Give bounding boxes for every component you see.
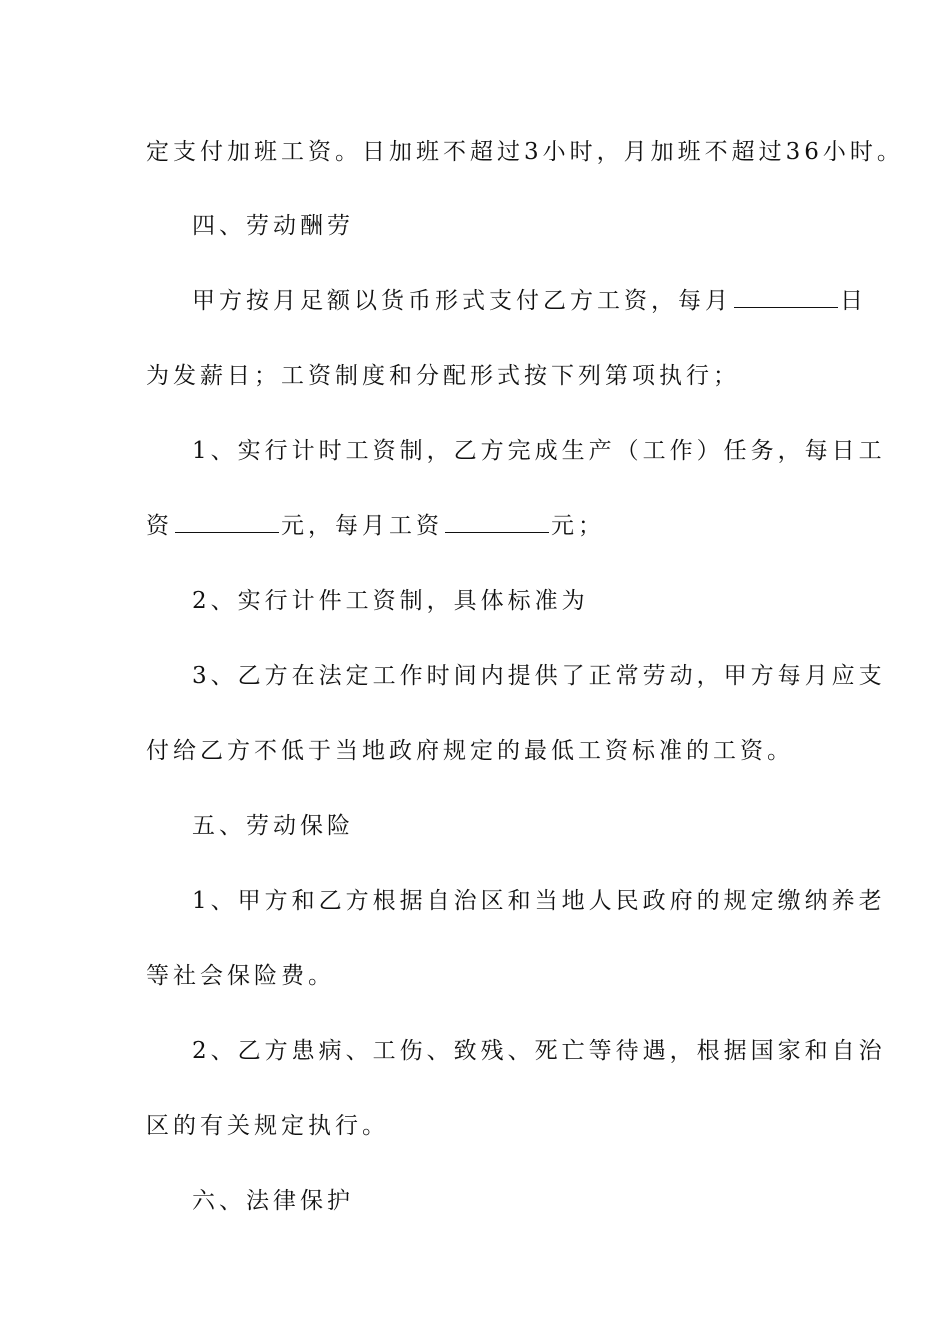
blank-field-daily-wage xyxy=(175,512,279,533)
section-heading xyxy=(192,211,862,241)
text-time-wage: 1、实行计时工资制，乙方完成生产（工作）任务，每日工 xyxy=(192,438,886,464)
paragraph-line xyxy=(192,286,867,316)
text-wage: 资 xyxy=(146,513,173,539)
section-heading xyxy=(192,811,862,841)
text-social-insurance: 等社会保险费。 xyxy=(146,963,335,989)
text-monthly-pay: 甲方按月足额以货币形式支付乙方工资，每月 xyxy=(192,288,732,314)
paragraph-line xyxy=(192,586,862,616)
text-pension: 1、甲方和乙方根据自治区和当地人民政府的规定缴纳养老 xyxy=(192,888,886,914)
heading-legal-protection: 六、法律保护 xyxy=(192,1188,354,1214)
text-day: 日 xyxy=(840,288,867,314)
text-regulations: 区的有关规定执行。 xyxy=(146,1113,389,1139)
paragraph-line xyxy=(146,137,904,167)
paragraph-line xyxy=(146,361,816,391)
blank-field-payday xyxy=(734,287,838,308)
text-yuan-monthly: 元，每月工资 xyxy=(281,513,443,539)
paragraph-line xyxy=(146,1111,816,1141)
heading-labor-pay: 四、劳动酬劳 xyxy=(192,213,354,239)
text-minimum-wage: 付给乙方不低于当地政府规定的最低工资标准的工资。 xyxy=(146,738,794,764)
text-overtime-limit: 定支付加班工资。日加班不超过3小时，月加班不超过36小时。 xyxy=(146,139,904,165)
text-normal-labor: 3、乙方在法定工作时间内提供了正常劳动，甲方每月应支 xyxy=(192,663,886,689)
paragraph-line xyxy=(192,1036,886,1066)
paragraph-line xyxy=(146,736,816,766)
heading-labor-insurance: 五、劳动保险 xyxy=(192,813,354,839)
paragraph-line xyxy=(192,436,886,466)
text-payday-system: 为发薪日；工资制度和分配形式按下列第项执行； xyxy=(146,363,740,389)
section-heading xyxy=(192,1186,862,1216)
paragraph-line xyxy=(146,511,816,541)
text-yuan-end: 元； xyxy=(551,513,605,539)
text-piece-wage: 2、实行计件工资制，具体标准为 xyxy=(192,588,589,614)
paragraph-line xyxy=(146,961,816,991)
text-benefits: 2、乙方患病、工伤、致残、死亡等待遇，根据国家和自治 xyxy=(192,1038,886,1064)
paragraph-line xyxy=(192,661,886,691)
paragraph-line xyxy=(192,886,886,916)
blank-field-monthly-wage xyxy=(445,512,549,533)
